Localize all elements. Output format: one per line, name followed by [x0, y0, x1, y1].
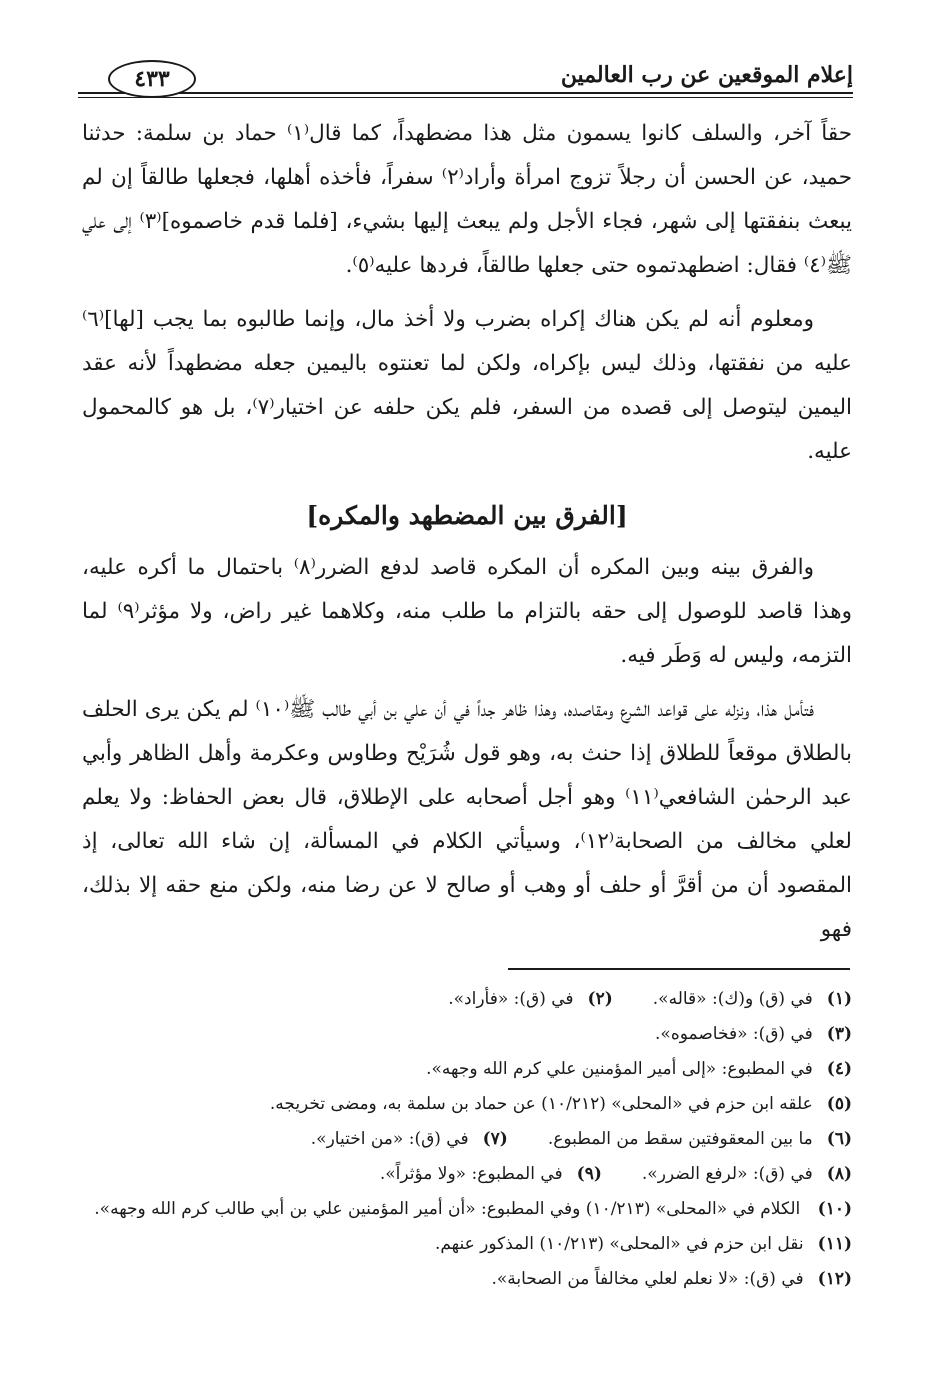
footnote-12: [491, 1262, 852, 1297]
footnote-9: [380, 1157, 602, 1192]
paragraph-1: حقاً آخر، والسلف كانوا يسمون مثل هذا مضطهداً، كما قال⁽١⁾ حماد بن سلمة: حدثنا حميد، عن الحسن أن رجلاً تزوج امرأة وأراد⁽٢⁾ سفراً، فأخذه أهلها، فجعلها طالقاً إن لم يبعث بنفقتها إلى شهر، فجاء الأجل ولم يبعث إليها بشيء، [فلما قدم خاصموه]⁽٣⁾ إلى علي ﷺ⁽٤⁾ فقال: اضطهدتموه حتى جعلها طالقاً، فردها عليه⁽٥⁾.: [82, 121, 853, 278]
footnote-text: في (ق): «من اختيار».: [310, 1129, 469, 1149]
footnote-text: في (ق): «لرفع الضرر».: [641, 1164, 813, 1184]
footnote-text: في المطبوع: «إلى أمير المؤمنين علي كرم الله وجهه».: [426, 1059, 813, 1079]
footnote-7: [311, 1122, 508, 1157]
footnote-text: نقل ابن حزم في «المحلى» (١٠/٢١٣) المذكور عنهم.: [434, 1234, 804, 1254]
footnote-number: (٣): [826, 1024, 852, 1044]
running-title: إعلام الموقعين عن رب العالمين: [560, 62, 853, 88]
footnote-row: [82, 1227, 852, 1262]
footnote-text: في المطبوع: «ولا مؤثراً».: [379, 1164, 563, 1184]
footnote-number: (١٢): [817, 1269, 852, 1289]
footnote-number: (٥): [826, 1094, 852, 1114]
footnote-number: (١٠): [817, 1199, 852, 1219]
footnote-2: [448, 982, 613, 1017]
footnote-8: [642, 1157, 852, 1192]
footnote-row: [82, 1017, 852, 1052]
footnote-row: [82, 1192, 852, 1227]
main-text: [82, 112, 852, 962]
footnote-row: [82, 1122, 852, 1157]
footnote-row: [82, 1157, 852, 1192]
footnote-4: [426, 1052, 852, 1087]
footnotes: [82, 982, 852, 1297]
footnote-number: (٨): [826, 1164, 852, 1184]
footnote-text: في (ق) و(ك): «قاله».: [652, 989, 813, 1009]
header-rule-thin: [78, 97, 853, 98]
footnote-6: [548, 1122, 852, 1157]
footnote-number: (٤): [826, 1059, 852, 1079]
footnote-text: في (ق): «لا نعلم لعلي مخالفاً من الصحابة».: [491, 1269, 804, 1289]
footnote-10: [94, 1192, 852, 1227]
footnote-11: [435, 1227, 852, 1262]
footnote-1: [653, 982, 852, 1017]
footnote-number: (١): [826, 989, 852, 1009]
footnote-row: [82, 1087, 852, 1122]
page-header: [78, 52, 853, 102]
footnote-number: (٩): [576, 1164, 602, 1184]
paragraph-3: والفرق بينه وبين المكره أن المكره قاصد لدفع الضرر⁽٨⁾ باحتمال ما أكره عليه، وهذا قاصد للوصول إلى حقه بالتزام ما طلب منه، وكلاهما غير راض، ولا مؤثر⁽٩⁾ لما التزمه، وليس له وَطَر فيه.: [82, 555, 853, 668]
footnote-text: علقه ابن حزم في «المحلى» (١٠/٢١٢) عن حماد بن سلمة به، ومضى تخريجه.: [269, 1094, 813, 1114]
footnote-row: [82, 1262, 852, 1297]
footnote-number: (١١): [817, 1234, 852, 1254]
footnote-row: [82, 982, 852, 1017]
footnote-separator: [508, 968, 850, 970]
footnote-number: (٦): [826, 1129, 852, 1149]
footnote-text: ما بين المعقوفتين سقط من المطبوع.: [547, 1129, 813, 1149]
footnote-5: [270, 1087, 852, 1122]
paragraph-4: فتأمل هذا، ونزله على قواعد الشرع ومقاصده، وهذا ظاهر جداً في أن علي بن أبي طالب ﷺ⁽١٠⁾ لم يكن يرى الحلف بالطلاق موقعاً للطلاق إذا حنث به، وهو قول شُرَيْح وطاوس وعكرمة وأهل الظاهر وأبي عبد الرحمٰن الشافعي⁽١١⁾ وهو أجل أصحابه على الإطلاق، قال بعض الحفاظ: ولا يعلم لعلي مخالف من الصحابة⁽١٢⁾، وسيأتي الكلام في المسألة، إن شاء الله تعالى، إذ المقصود أن من أقرَّ أو حلف أو وهب أو صالح لا عن رضا منه، ولكن منع حقه إلا بذلك، فهو: [82, 697, 852, 942]
footnote-number: (٧): [482, 1129, 508, 1149]
footnote-text: في (ق): «فخاصموه».: [655, 1024, 813, 1044]
header-rule: [78, 92, 853, 94]
paragraph-2: ومعلوم أنه لم يكن هناك إكراه بضرب ولا أخذ مال، وإنما طالبوه بما يجب [لها]⁽٦⁾ عليه من نفقتها، وذلك ليس بإكراه، ولكن لما تعنتوه باليمين جعله مضطهداً لأنه عقد اليمين ليتوصل إلى قصده من السفر، فلم يكن حلفه عن اختيار⁽٧⁾، بل هو كالمحمول عليه.: [82, 307, 852, 464]
footnote-3: [655, 1017, 852, 1052]
footnote-number: (٢): [587, 989, 613, 1009]
footnote-text: في (ق): «فأراد».: [448, 989, 574, 1009]
footnote-text: الكلام في «المحلى» (١٠/٢١٣) وفي المطبوع: «أن أمير المؤمنين علي بن أبي طالب كرم الله وجهه».: [94, 1199, 801, 1219]
section-heading: [الفرق بين المضطهد والمكره]: [306, 501, 628, 530]
page-number: ٤٣٣: [108, 60, 196, 98]
footnote-row: [82, 1052, 852, 1087]
